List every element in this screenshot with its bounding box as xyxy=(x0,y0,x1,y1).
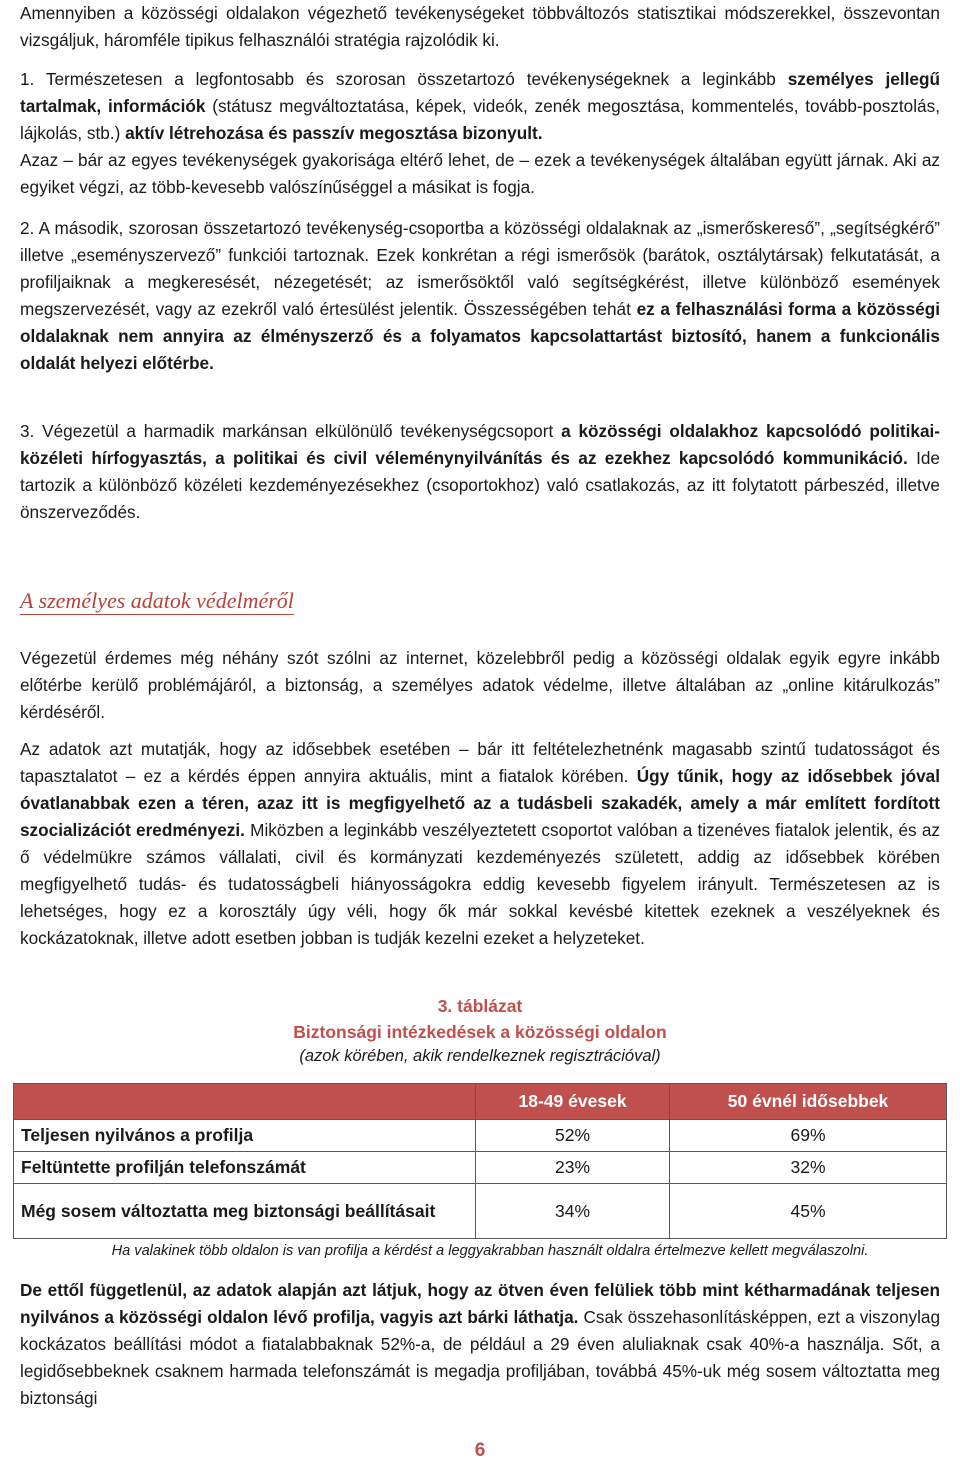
privacy-intro-paragraph: Végezetül érdemes még néhány szót szólni az internet, közelebbről pedig a közösségi oldalak egyik egyre inkább előtérbe kerülő problémájáról, a biztonság, a személyes adatok védelme, illetve általában az „online kitárulkozás” kérdéséről. xyxy=(20,648,940,722)
table-header-row xyxy=(14,1084,947,1120)
table-header-age-18-49: 18-49 évesek xyxy=(476,1084,670,1120)
table-row-label: Feltüntette profilján telefonszámát xyxy=(14,1152,476,1184)
intro-paragraph: Amennyiben a közösségi oldalakon végezhető tevékenységeket többváltozós statisztikai módszerekkel, összevontan vizsgáljuk, háromféle tipikus felhasználói stratégia rajzolódik ki. xyxy=(20,3,940,50)
table-row-label: Teljesen nyilvános a profilja xyxy=(14,1120,476,1152)
strategy-3-text-a: 3. Végezetül a harmadik markánsan elkülönülő tevékenységcsoport xyxy=(20,421,562,441)
table-row xyxy=(14,1152,947,1184)
table-cell-50-plus: 45% xyxy=(670,1184,947,1239)
strategy-3-text-c: Ide tartozik a különböző közéleti kezdeményezésekhez (csoportokhoz) való csatlakozás, az itt folytatott párbeszéd, illetve önszerveződés. xyxy=(20,448,940,522)
table-cell-50-plus: 32% xyxy=(670,1152,947,1184)
strategy-1-bold-b: személyes jellegű tartalmak, információk xyxy=(20,69,940,116)
page-number: 6 xyxy=(474,1440,486,1461)
strategy-1-text-c: (státusz megváltoztatása, képek, videók, zenék megosztása, kommentelés, tovább-posztolás, lájkolás, stb.) xyxy=(20,96,940,143)
table-row-label: Még sosem változtatta meg biztonsági beállításait xyxy=(14,1184,476,1239)
strategy-2-paragraph xyxy=(20,215,940,377)
table-row xyxy=(14,1184,947,1239)
privacy-data-text-a: Az adatok azt mutatják, hogy az idősebbek esetében – bár itt feltételezhetnénk magasabb szintű tudatosságot és tapasztalatot – ez a kérdés éppen annyira aktuális, mint a fiatalok körében. xyxy=(20,739,940,786)
table-caption-title: Biztonsági intézkedések a közösségi oldalon xyxy=(293,1022,667,1042)
conclusion-paragraph xyxy=(20,1277,940,1412)
table-caption-subtitle: (azok körében, akik rendelkeznek regisztrációval) xyxy=(299,1047,661,1065)
privacy-data-bold-b: Úgy tűnik, hogy az idősebbek jóval óvatlanabbak ezen a téren, azaz itt is megfigyelhető az a tudásbeli szakadék, amely a már említett fordított szocializációt eredményezi. xyxy=(20,766,941,840)
table-footnote: Ha valakinek több oldalon is van profilja a kérdést a leggyakrabban használt oldalra értelmezve kellett megválaszolni. xyxy=(111,1243,869,1259)
strategy-2-text-a: 2. A második, szorosan összetartozó tevékenység-csoportba a közösségi oldalaknak az „ismerőskereső”, „segítségkérő” illetve „eseményszervező” funkciói tartoznak. Ezek konkrétan a régi ismerősök (barátok, osztálytársak) felkutatását, a profiljaiknak a megkeresését, nézegetését; az ismerősöktől való segítségkérést, illetve különböző események megszervezését, vagy az ezekről való értesülést jelentik. Összességében tehát xyxy=(20,218,940,319)
privacy-data-paragraph xyxy=(20,736,940,952)
security-measures-table xyxy=(13,1083,947,1239)
conclusion-text-b: Csak összehasonlításképpen, ezt a viszonylag kockázatos beállítási módot a fiatalabbaknak 52%-a, de például a 29 éven aluliaknak csak 40%-a használja. Sőt, a legidősebbeknek csaknem harmada telefonszámát is megadja profiljában, továbbá 45%-uk még sosem változtatta meg biztonsági xyxy=(20,1307,940,1408)
table-header-blank xyxy=(14,1084,476,1120)
section-heading: A személyes adatok védelméről xyxy=(20,588,294,613)
table-caption-number: 3. táblázat xyxy=(437,996,523,1016)
strategy-1-text-a: 1. Természetesen a legfontosabb és szorosan összetartozó tevékenységeknek a leginkább xyxy=(20,69,788,89)
strategy-3-paragraph xyxy=(20,418,940,526)
table-row xyxy=(14,1120,947,1152)
table-cell-18-49: 34% xyxy=(476,1184,670,1239)
strategy-3-bold-b: a közösségi oldalakhoz kapcsolódó politikai-közéleti hírfogyasztás, a politikai és civil véleménynyilvánítás és az ezekhez kapcsolódó kommunikáció. xyxy=(20,421,941,468)
strategy-1-paragraph xyxy=(20,66,940,147)
table-header-age-50-plus: 50 évnél idősebbek xyxy=(670,1084,947,1120)
strategy-2-bold-b: ez a felhasználási forma a közösségi oldalaknak nem annyira az élményszerző és a folyamatos kapcsolattartást biztosító, hanem a funkcionális oldalát helyezi előtérbe. xyxy=(20,299,940,373)
strategy-1-continuation: Azaz – bár az egyes tevékenységek gyakorisága eltérő lehet, de – ezek a tevékenységek általában együtt járnak. Aki az egyiket végzi, az több-kevesebb valószínűséggel a másikat is fogja. xyxy=(20,150,940,197)
table-cell-50-plus: 69% xyxy=(670,1120,947,1152)
privacy-data-text-c: Miközben a leginkább veszélyeztetett csoportot valóban a tizenéves fiatalok jelentik, és az ő védelmükre számos vállalati, civil és kormányzati kezdeményezés született, addig az idősebbek körében megfigyelhető tudás- és tudatosságbeli hiányosságokra eddig kevesebb figyelem irányult. Természetesen az is lehetséges, hogy ez a korosztály úgy véli, hogy ők már sokkal kevésbé kitettek ezeknek a veszélyeknek és kockázatoknak, illetve adott esetben jobban is tudják kezelni ezeket a helyzeteket. xyxy=(20,820,940,948)
strategy-1-bold-d: aktív létrehozása és passzív megosztása bizonyult. xyxy=(125,123,543,143)
conclusion-bold-a: De ettől függetlenül, az adatok alapján azt látjuk, hogy az ötven éven felüliek több mint kétharmadának teljesen nyilvános a közösségi oldalon lévő profilja, vagyis azt bárki láthatja. xyxy=(20,1280,940,1327)
table-cell-18-49: 23% xyxy=(476,1152,670,1184)
table-cell-18-49: 52% xyxy=(476,1120,670,1152)
